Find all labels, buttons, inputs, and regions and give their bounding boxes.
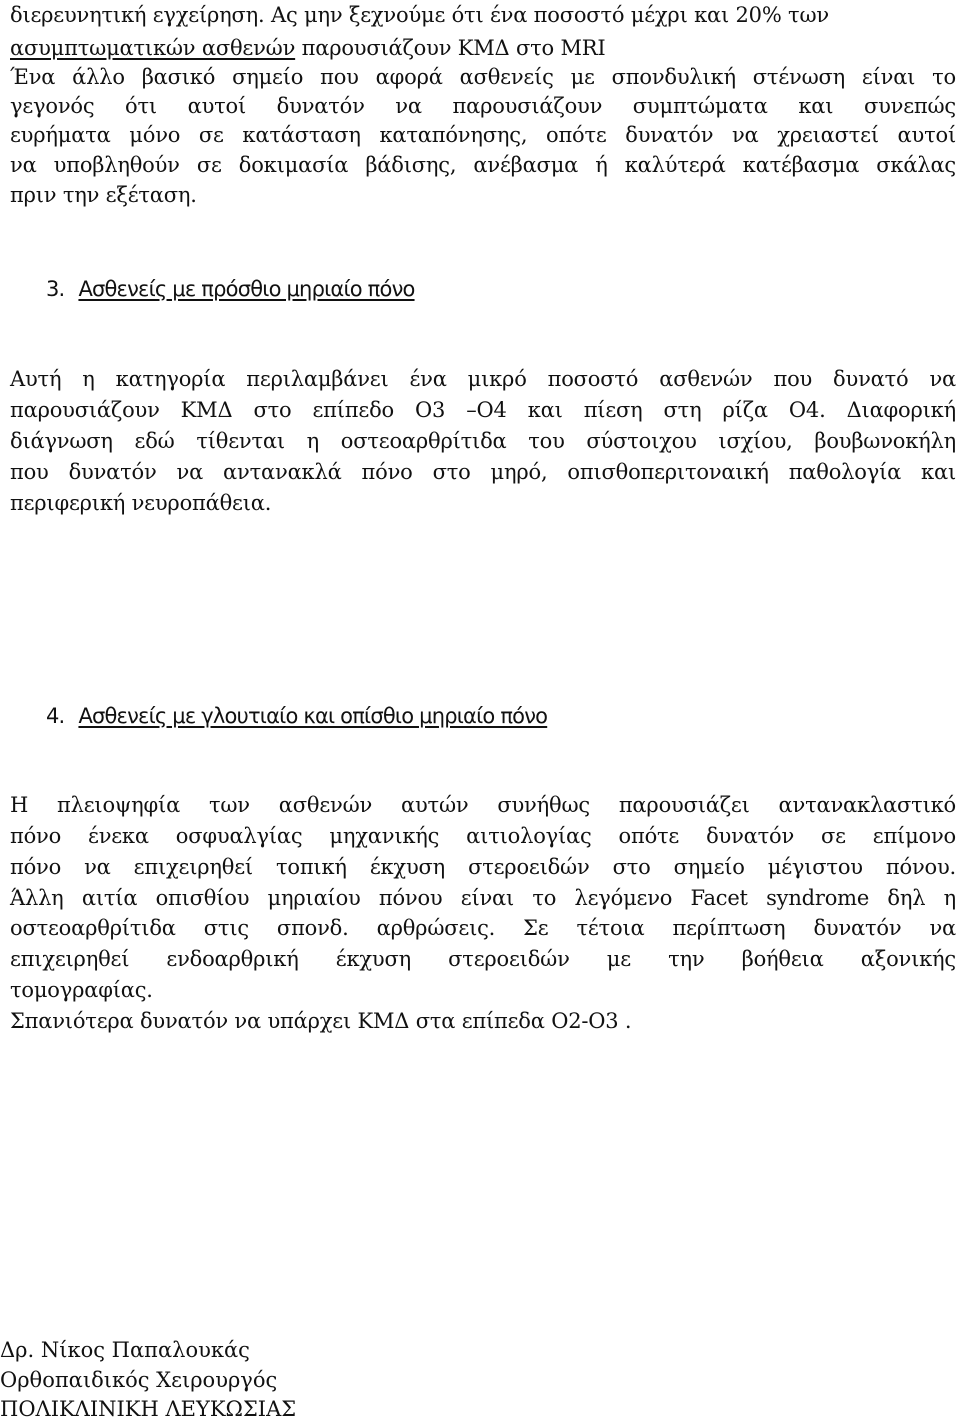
intro-line-1: διερευνητική εγχείρηση. Ας μην ξεχνούμε ότι ένα ποσοστό μέχρι και 20% των <box>10 3 829 27</box>
section-3-line-2: παρουσιάζουν ΚΜΔ στο επίπεδο Ο3 –Ο4 και πίεση στη ρίζα Ο4. Διαφορική <box>10 398 956 422</box>
section-3-title: Ασθενείς με πρόσθιο μηριαίο πόνο <box>78 277 415 301</box>
intro-line-3: Ένα άλλο βασικό σημείο που αφορά ασθενείς με σπονδυλική στένωση είναι το <box>10 65 956 89</box>
signature-name: Δρ. Νίκος Παπαλουκάς <box>0 1338 250 1362</box>
intro-line-2-rest: παρουσιάζουν ΚΜΔ στο MRI <box>295 36 606 60</box>
section-3-line-4: που δυνατόν να αντανακλά πόνο στο μηρό, οπισθοπεριτοναική παθολογία και <box>10 460 956 484</box>
section-4-line-2: πόνο ένεκα οσφυαλγίας μηχανικής αιτιολογίας οπότε δυνατόν σε επίμονο <box>10 824 956 848</box>
section-3-line-3: διάγνωση εδώ τίθενται η οστεοαρθρίτιδα του σύστοιχου ισχίου, βουβωνοκήλη <box>10 429 956 453</box>
section-4-number: 4. <box>46 704 65 728</box>
section-3-line-1: Αυτή η κατηγορία περιλαμβάνει ένα μικρό ποσοστό ασθενών που δυνατό να <box>10 367 956 391</box>
section-3-heading <box>46 274 415 304</box>
section-4-line-7: τομογραφίας. <box>10 978 153 1002</box>
section-4-heading <box>46 701 547 731</box>
section-4-title: Ασθενείς με γλουτιαίο και οπίσθιο μηριαίο πόνο <box>78 704 548 728</box>
intro-line-5: ευρήματα μόνο σε κατάσταση καταπόνησης, οπότε δυνατόν να χρειαστεί αυτοί <box>10 123 956 147</box>
section-4-line-8: Σπανιότερα δυνατόν να υπάρχει ΚΜΔ στα επίπεδα Ο2-Ο3 . <box>10 1009 632 1033</box>
section-4-line-1: Η πλειοψηφία των ασθενών αυτών συνήθως παρουσιάζει αντανακλαστικό <box>10 793 956 817</box>
section-4-line-3: πόνο να επιχειρηθεί τοπική έκχυση στεροειδών στο σημείο μέγιστου πόνου. <box>10 855 956 879</box>
section-4-line-5: οστεοαρθρίτιδα στις σπονδ. αρθρώσεις. Σε τέτοια περίπτωση δυνατόν να <box>10 916 956 940</box>
section-4-line-4: Άλλη αιτία οπισθίου μηριαίου πόνου είναι το λεγόμενο Facet syndrome δηλ η <box>10 886 956 910</box>
intro-line-4: γεγονός ότι αυτοί δυνατόν να παρουσιάζουν συμπτώματα και συνεπώς <box>10 94 956 118</box>
intro-line-6: να υποβληθούν σε δοκιμασία βάδισης, ανέβασμα ή καλύτερά κατέβασμα σκάλας <box>10 153 956 177</box>
section-3-line-5: περιφερική νευροπάθεια. <box>10 491 272 515</box>
signature-role: Ορθοπαιδικός Χειρουργός <box>0 1368 278 1392</box>
underlined-phrase: ασυμπτωματικών ασθενών <box>10 36 296 60</box>
signature-clinic: ΠΟΛΙΚΛΙΝΙΚΗ ΛΕΥΚΩΣΙΑΣ <box>0 1397 297 1421</box>
intro-line-2 <box>10 33 956 63</box>
intro-line-7: πριν την εξέταση. <box>10 183 197 207</box>
section-3-number: 3. <box>46 277 65 301</box>
section-4-line-6: επιχειρηθεί ενδοαρθρική έκχυση στεροειδών με την βοήθεια αξονικής <box>10 947 956 971</box>
